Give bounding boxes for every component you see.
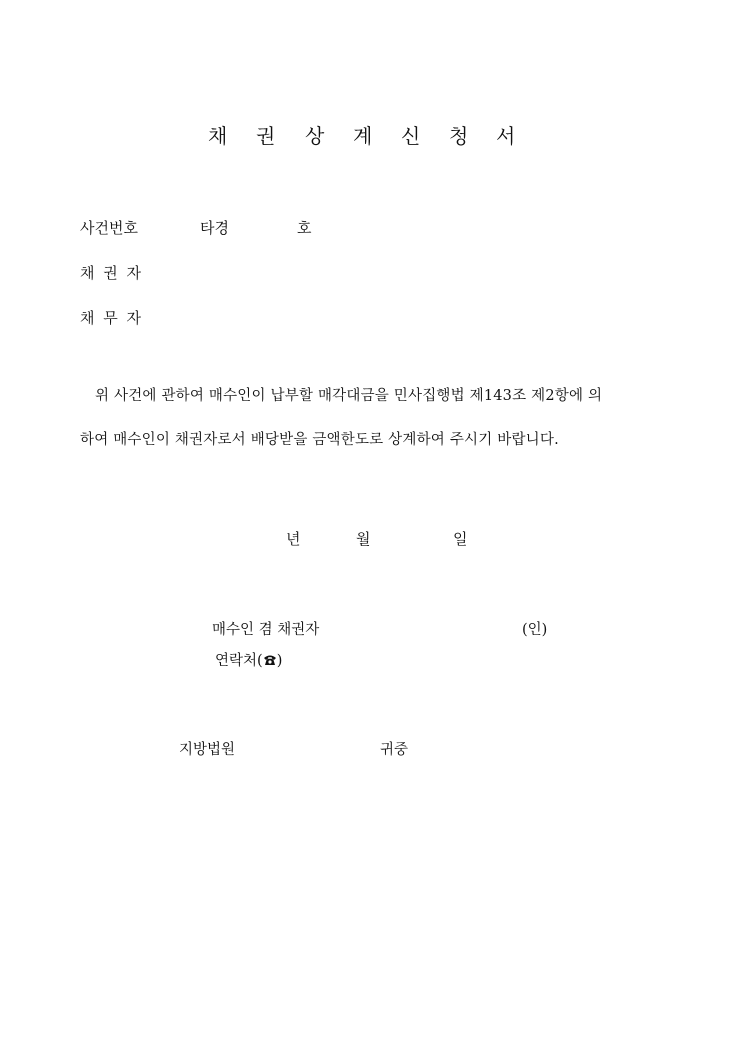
title-char: 서 xyxy=(496,124,516,148)
case-number-suffix: 호 xyxy=(297,219,312,237)
buyer-creditor-label: 매수인 겸 채권자 xyxy=(212,622,320,638)
debtor-label: 채 무 자 xyxy=(80,309,144,327)
title-char: 상 xyxy=(305,124,325,148)
title-char: 권 xyxy=(256,124,276,148)
body-line-2: 하여 매수인이 채권자로서 배당받을 금액한도로 상계하여 주시기 바랍니다. xyxy=(80,432,559,448)
contact-label-prefix: 연락처( xyxy=(215,653,263,669)
title-char: 채 xyxy=(208,124,228,148)
seal-mark: (인) xyxy=(522,622,548,638)
title-char: 계 xyxy=(353,124,373,148)
day-unit: 일 xyxy=(453,530,468,548)
body-line-1: 위 사건에 관하여 매수인이 납부할 매각대금을 민사집행법 제143조 제2항에 의 xyxy=(95,388,603,404)
addressee-label: 귀중 xyxy=(380,742,409,758)
title-char: 청 xyxy=(449,124,469,148)
case-number-label: 사건번호 xyxy=(80,219,138,237)
court-name: 지방법원 xyxy=(179,742,236,758)
contact-label xyxy=(215,649,282,670)
telephone-icon xyxy=(263,654,277,666)
case-type-mark: 타경 xyxy=(200,219,229,237)
year-unit: 년 xyxy=(286,530,301,548)
creditor-label: 채 권 자 xyxy=(80,264,144,282)
month-unit: 월 xyxy=(356,530,371,548)
contact-label-suffix: ) xyxy=(276,653,283,669)
title-char: 신 xyxy=(401,124,421,148)
